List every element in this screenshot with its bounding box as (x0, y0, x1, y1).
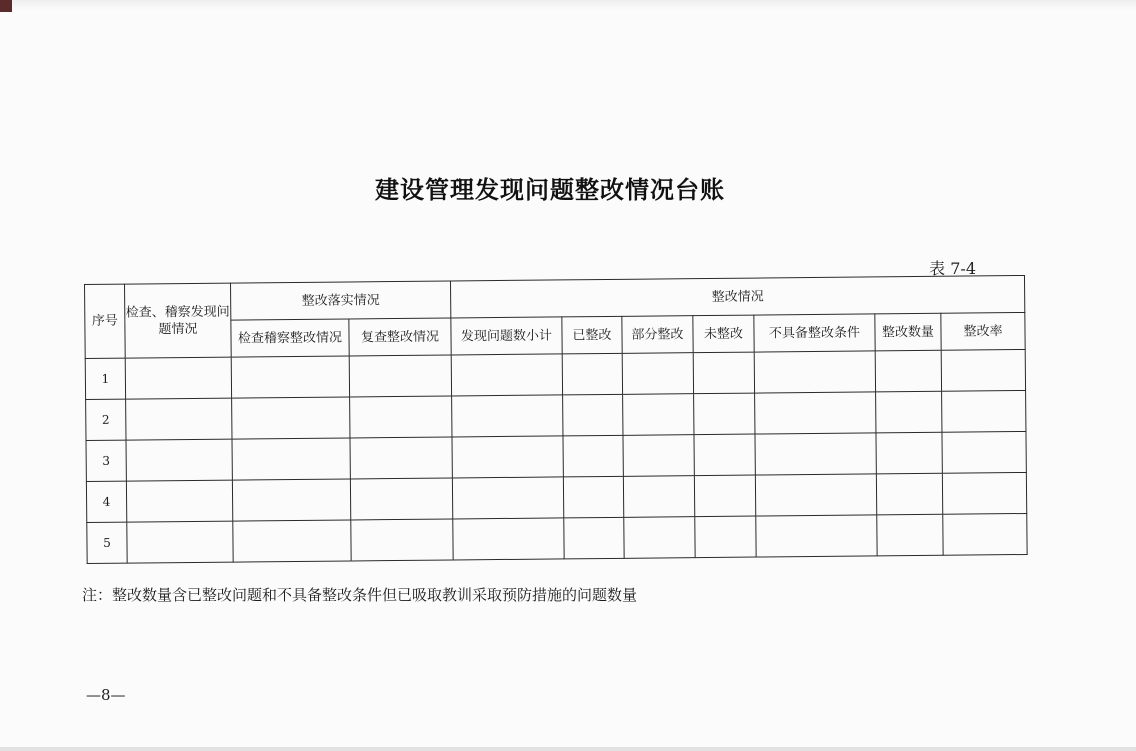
header-review-rectification: 复查整改情况 (349, 318, 451, 356)
table-cell (694, 434, 755, 476)
table-cell (563, 476, 623, 518)
table-cell (350, 437, 452, 479)
table-row (87, 513, 1027, 563)
table-cell (942, 390, 1026, 432)
table-cell (452, 395, 563, 437)
table-cell (453, 518, 564, 560)
rectification-ledger-table (84, 275, 1028, 564)
table-cell (623, 476, 694, 518)
header-partially-rectified: 部分整改 (622, 316, 693, 354)
table-cell (126, 480, 232, 522)
header-group-status: 整改情况 (451, 275, 1025, 318)
table-cell (624, 517, 695, 559)
table-cell (694, 475, 755, 517)
header-not-feasible: 不具备整改条件 (754, 314, 875, 352)
table-cell (694, 393, 755, 435)
table-cell (126, 439, 232, 481)
scan-bottom-edge (0, 747, 1136, 751)
table-cell (755, 433, 876, 475)
header-rectified: 已整改 (562, 316, 622, 354)
table-footnote: 注：整改数量含已整改问题和不具备整改条件但已吸取教训采取预防措施的问题数量 (82, 586, 638, 604)
table-cell (695, 516, 756, 558)
scan-corner-mark (0, 0, 12, 12)
table-cell (755, 474, 876, 516)
header-group-implementation: 整改落实情况 (230, 281, 450, 320)
row-seq: 2 (86, 399, 126, 440)
table-cell (876, 391, 942, 433)
table-cell (756, 515, 877, 557)
table-cell (351, 519, 453, 561)
table-cell (562, 353, 622, 395)
table-cell (126, 398, 232, 440)
header-inspection-rectification: 检查稽察整改情况 (231, 319, 349, 357)
header-rectified-count: 整改数量 (875, 313, 941, 351)
table-cell (876, 473, 942, 515)
table-cell (232, 438, 350, 480)
table-cell (452, 436, 563, 478)
table-cell (875, 350, 941, 392)
table-cell (623, 394, 694, 436)
table-cell (563, 394, 623, 436)
table-cell (232, 397, 350, 439)
header-rectification-rate: 整改率 (941, 312, 1025, 350)
table-cell (876, 432, 942, 474)
table-cell (233, 520, 351, 562)
table-cell (451, 354, 562, 396)
table-cell (125, 357, 231, 399)
table-cell (349, 355, 451, 397)
table-cell (942, 472, 1026, 514)
table-cell (563, 435, 623, 477)
table-cell (941, 349, 1025, 391)
table-number: 表 7-4 (929, 259, 976, 278)
row-seq: 3 (86, 440, 126, 481)
header-seq: 序号 (85, 284, 126, 358)
table-cell (755, 392, 876, 434)
table-cell (231, 356, 349, 398)
table-cell (693, 352, 754, 394)
header-not-rectified: 未整改 (693, 315, 754, 353)
table-cell (623, 435, 694, 477)
row-seq: 4 (86, 481, 126, 522)
table-cell (877, 514, 943, 556)
table-cell (452, 477, 563, 519)
table-cell (350, 396, 452, 438)
table-cell (943, 513, 1027, 555)
table-cell (754, 351, 875, 393)
table-cell (127, 521, 233, 563)
header-found-issues: 检查、稽察发现问题情况 (125, 283, 232, 358)
header-issues-subtotal: 发现问题数小计 (451, 317, 562, 355)
document-title: 建设管理发现问题整改情况台账 (375, 176, 725, 204)
table-cell (564, 517, 624, 559)
ledger-table-container (84, 275, 1027, 564)
table-cell (232, 479, 350, 521)
table-cell (350, 478, 452, 520)
page-number: —8— (86, 686, 126, 704)
row-seq: 1 (85, 358, 125, 399)
row-seq: 5 (87, 522, 127, 563)
table-cell (942, 431, 1026, 473)
table-cell (622, 353, 693, 395)
scan-top-edge (12, 0, 1136, 10)
